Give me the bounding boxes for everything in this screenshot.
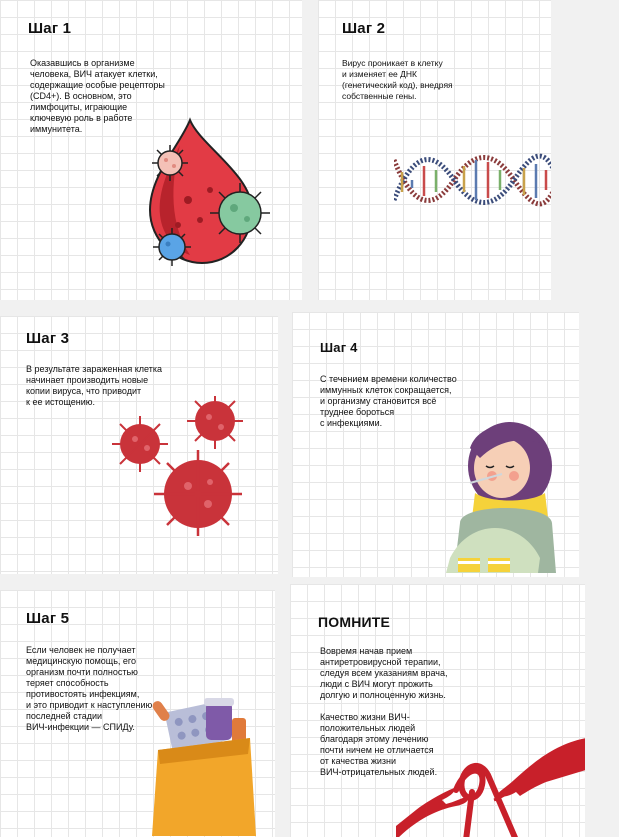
step-5-title: Шаг 5 [26, 610, 70, 627]
dna-helix-illustration [394, 140, 551, 220]
sick-child-illustration [440, 408, 570, 577]
hands-ribbon-illustration [396, 730, 585, 837]
card-step-4 [292, 312, 579, 577]
card-step-2 [318, 0, 551, 300]
step-4-text: С течением времени количество иммунных клеток сокращается, и организму становится всё труднее бороться с инфекциями. [320, 374, 457, 428]
step-5-text: Если человек не получает медицинскую помощь, его организм почти полностью теряет способность противостоять инфекциям, и это приводит к наступлению последней стадии ВИЧ-инфекции — СПИДу. [26, 645, 153, 732]
step-3-title: Шаг 3 [26, 330, 70, 347]
card-step-3 [0, 316, 278, 574]
remember-text: Вовремя начав прием антиретровирусной терапии, следуя всем указаниям врача, люди с ВИЧ могут прожить долгую и полноценную жизнь. Качество жизни ВИЧ- положительных людей благодаря этому лечению почти ничем не отличается от качества жизни ВИЧ-отрицательных людей. [320, 646, 448, 777]
step-3-text: В результате зараженная клетка начинает производить новые копии вируса, что приводит к ее истощению. [26, 364, 162, 407]
card-remember [290, 584, 585, 837]
medicine-bag-illustration [150, 698, 260, 837]
card-step-5 [0, 590, 275, 837]
step-1-title: Шаг 1 [28, 20, 72, 37]
remember-title: ПОМНИТЕ [318, 614, 391, 630]
step-4-title: Шаг 4 [320, 340, 358, 355]
card-step-1 [0, 0, 302, 300]
virus-cluster-illustration [110, 396, 250, 536]
step-2-title: Шаг 2 [342, 20, 386, 37]
blood-drop-virus-illustration [140, 115, 280, 275]
step-1-text: Оказавшись в организме человека, ВИЧ атакует клетки, содержащие особые рецепторы (CD4+). В основном, это лимфоциты, играющие ключевую роль в работе иммунитета. [30, 58, 165, 134]
step-2-text: Вирус проникает в клетку и изменяет ее ДНК (генетический код), внедряя собственные гены. [342, 58, 453, 101]
